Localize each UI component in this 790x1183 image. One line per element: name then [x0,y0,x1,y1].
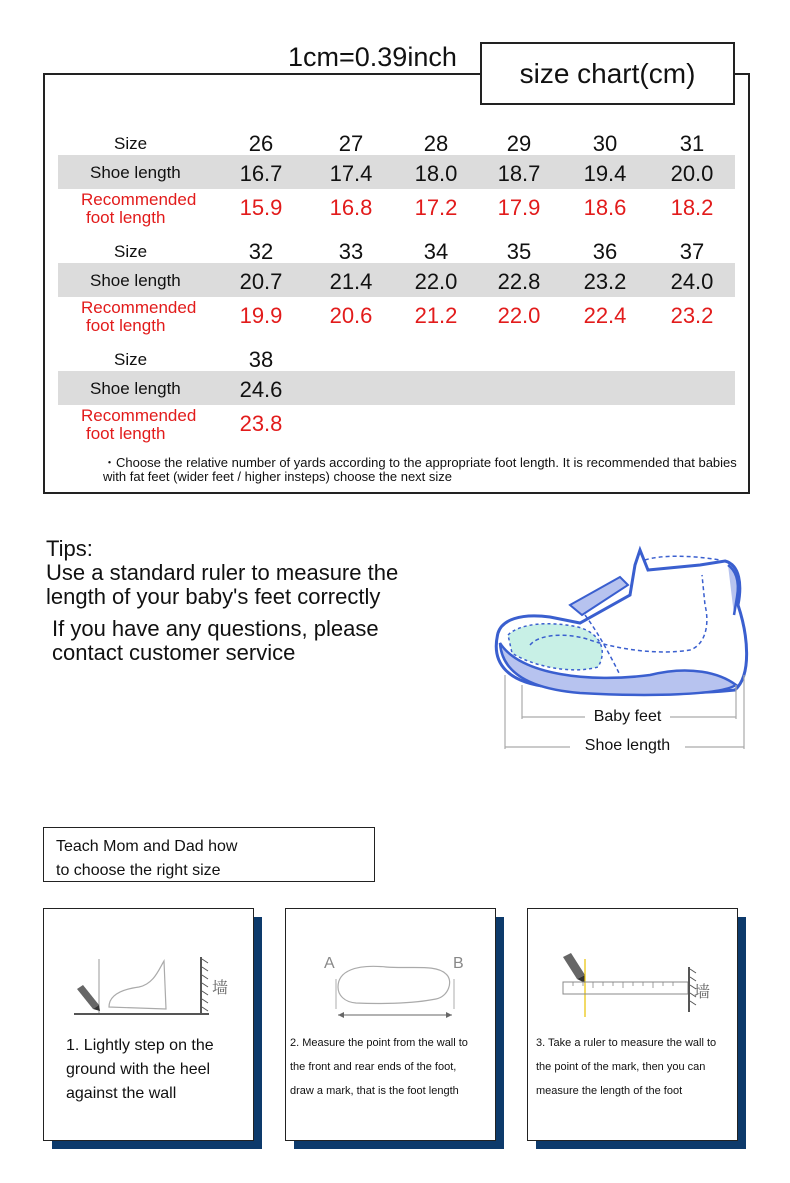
shoe-length-value: 21.4 [329,269,373,294]
step-3-line-1: 3. Take a ruler to measure the wall to [536,1037,717,1049]
recommended-foot-length-value: 23.2 [670,303,714,328]
shoe-length-value: 24.6 [239,377,283,402]
size-value: 32 [248,239,274,264]
step-3-card [527,908,738,1141]
size-value: 36 [592,239,618,264]
recommended-foot-length-value: 16.8 [329,195,373,220]
teach-line-2: to choose the right size [56,862,221,879]
recommended-foot-length-value: 22.4 [583,303,627,328]
teach-heading-box [43,827,375,882]
teach-line-1: Teach Mom and Dad how [56,838,238,855]
wall-label: 墙 [694,984,711,1001]
recommended-foot-length-value: 19.9 [239,303,283,328]
recommended-label-line-2: foot length [86,208,166,227]
recommended-foot-length-value: 18.2 [670,195,714,220]
size-row-label: Size [114,350,148,369]
shoe-length-value: 20.0 [670,161,714,186]
size-value: 26 [248,131,274,156]
shoe-length-label: Shoe length [570,737,685,755]
size-value: 35 [506,239,532,264]
size-chart-title: size chart(cm) [480,42,735,105]
recommended-foot-length-value: 21.2 [414,303,458,328]
tips-line-2: length of your baby's feet correctly [46,584,381,609]
step-1-line-2: ground with the heel [66,1061,211,1078]
unit-conversion: 1cm=0.39inch [288,42,457,72]
recommended-foot-length-value: 23.8 [239,411,283,436]
shoe-length-value: 22.8 [497,269,541,294]
shoe-length-value: 18.0 [414,161,458,186]
step-3-line-2: the point of the mark, then you can [536,1061,706,1073]
size-value: 27 [338,131,364,156]
foot-outline-icon [316,949,466,1024]
size-chart-note [103,456,743,484]
shoe-length-value: 17.4 [329,161,373,186]
step-3-line-3: measure the length of the foot [536,1085,683,1097]
size-value: 33 [338,239,364,264]
shoe-length-value: 24.0 [670,269,714,294]
shoe-length-row-label: Shoe length [90,271,181,290]
recommended-foot-length-value: 20.6 [329,303,373,328]
baby-feet-label: Baby feet [585,708,670,726]
step-2-line-1: 2. Measure the point from the wall to [290,1037,468,1049]
step-2-line-3: draw a mark, that is the foot length [290,1085,459,1097]
recommended-label-line-1: Recommended [81,190,197,209]
recommended-label-line-2: foot length [86,316,166,335]
shoe-length-value: 19.4 [583,161,627,186]
recommended-foot-length-value: 22.0 [497,303,541,328]
tips-line-1: Use a standard ruler to measure the [46,560,399,585]
size-row-label: Size [114,242,148,261]
recommended-foot-length-value: 17.9 [497,195,541,220]
shoe-length-value: 18.7 [497,161,541,186]
recommended-label-line-1: Recommended [81,298,197,317]
size-value: 31 [679,131,705,156]
tips-heading: Tips: [46,536,93,561]
size-value: 37 [679,239,705,264]
size-value: 29 [506,131,532,156]
shoe-length-value: 23.2 [583,269,627,294]
shoe-length-value: 22.0 [414,269,458,294]
step-2-line-2: the front and rear ends of the foot, [290,1061,457,1073]
step-2-card [285,908,496,1141]
step-1-line-3: against the wall [66,1085,177,1102]
size-row-label: Size [114,134,148,153]
point-b-label: B [453,955,464,972]
shoe-length-value: 20.7 [239,269,283,294]
recommended-label-line-2: foot length [86,424,166,443]
size-value: 28 [423,131,449,156]
step-1-line-1: 1. Lightly step on the [66,1037,214,1054]
tips-line-4: contact customer service [52,640,296,665]
size-value: 34 [423,239,449,264]
recommended-foot-length-value: 17.2 [414,195,458,220]
shoe-length-value: 16.7 [239,161,283,186]
size-value: 30 [592,131,618,156]
wall-label: 墙 [212,980,229,997]
shoe-length-row-label: Shoe length [90,163,181,182]
recommended-foot-length-value: 18.6 [583,195,627,220]
bullet-icon: ・ [103,455,117,470]
shoe-length-row-label: Shoe length [90,379,181,398]
shoe-measure-diagram [490,525,750,760]
tips-line-3: If you have any questions, please [52,616,379,641]
recommended-foot-length-value: 15.9 [239,195,283,220]
size-chart-note-text: Choose the relative number of yards according to the appropriate foot length. It is recommended that babies with fat feet (wider feet / higher insteps) choose the next size [103,455,737,484]
recommended-label-line-1: Recommended [81,406,197,425]
size-value: 38 [248,347,274,372]
step-1-card [43,908,254,1141]
point-a-label: A [324,955,335,972]
